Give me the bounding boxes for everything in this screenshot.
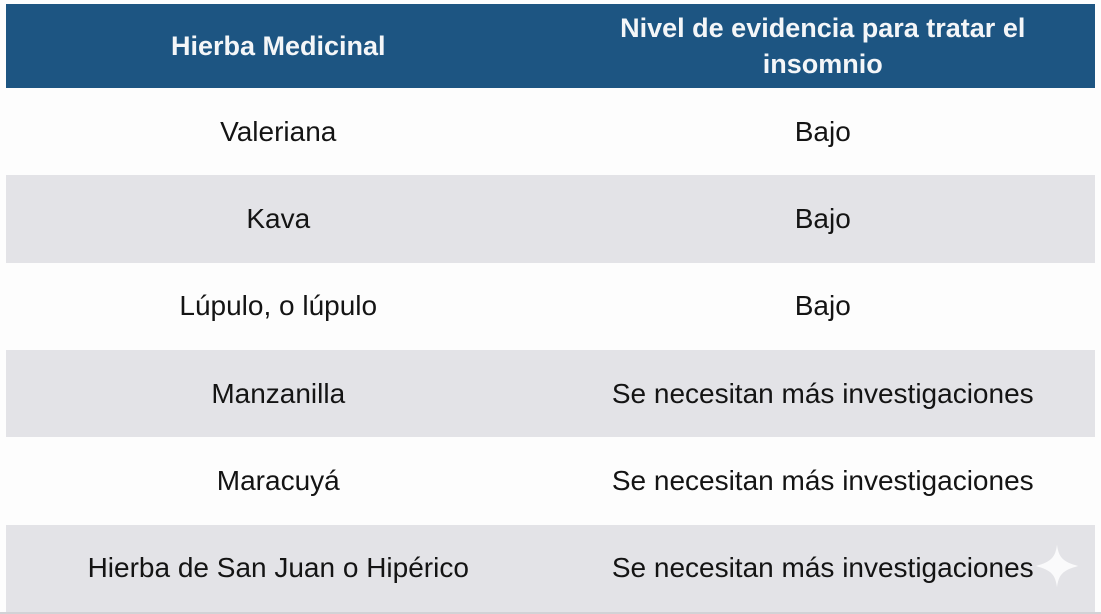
table-row <box>6 437 1095 524</box>
herb-cell: Hierba de San Juan o Hipérico <box>87 552 469 584</box>
table-row <box>6 175 1095 262</box>
evidence-cell: Bajo <box>794 290 851 322</box>
evidence-cell: Se necesitan más investigaciones <box>611 377 1034 409</box>
table-row <box>6 88 1095 175</box>
herb-cell: Maracuyá <box>216 464 340 496</box>
herb-cell: Kava <box>246 202 311 234</box>
herb-cell: Lúpulo, o lúpulo <box>179 290 378 322</box>
herb-cell: Valeriana <box>220 115 337 147</box>
evidence-cell: Se necesitan más investigaciones <box>611 464 1034 496</box>
herb-cell: Manzanilla <box>211 377 346 409</box>
header-cell-herb: Hierba Medicinal <box>170 30 386 61</box>
table-row <box>6 263 1095 350</box>
evidence-cell: Bajo <box>794 115 851 147</box>
table-header-row <box>6 4 1095 88</box>
evidence-cell: Bajo <box>794 202 851 234</box>
evidence-cell: Se necesitan más investigaciones <box>611 552 1034 584</box>
table-row <box>6 525 1095 612</box>
header-cell-evidence: Nivel de evidencia para tratar el insomnio <box>620 12 1026 79</box>
table-row <box>6 350 1095 437</box>
